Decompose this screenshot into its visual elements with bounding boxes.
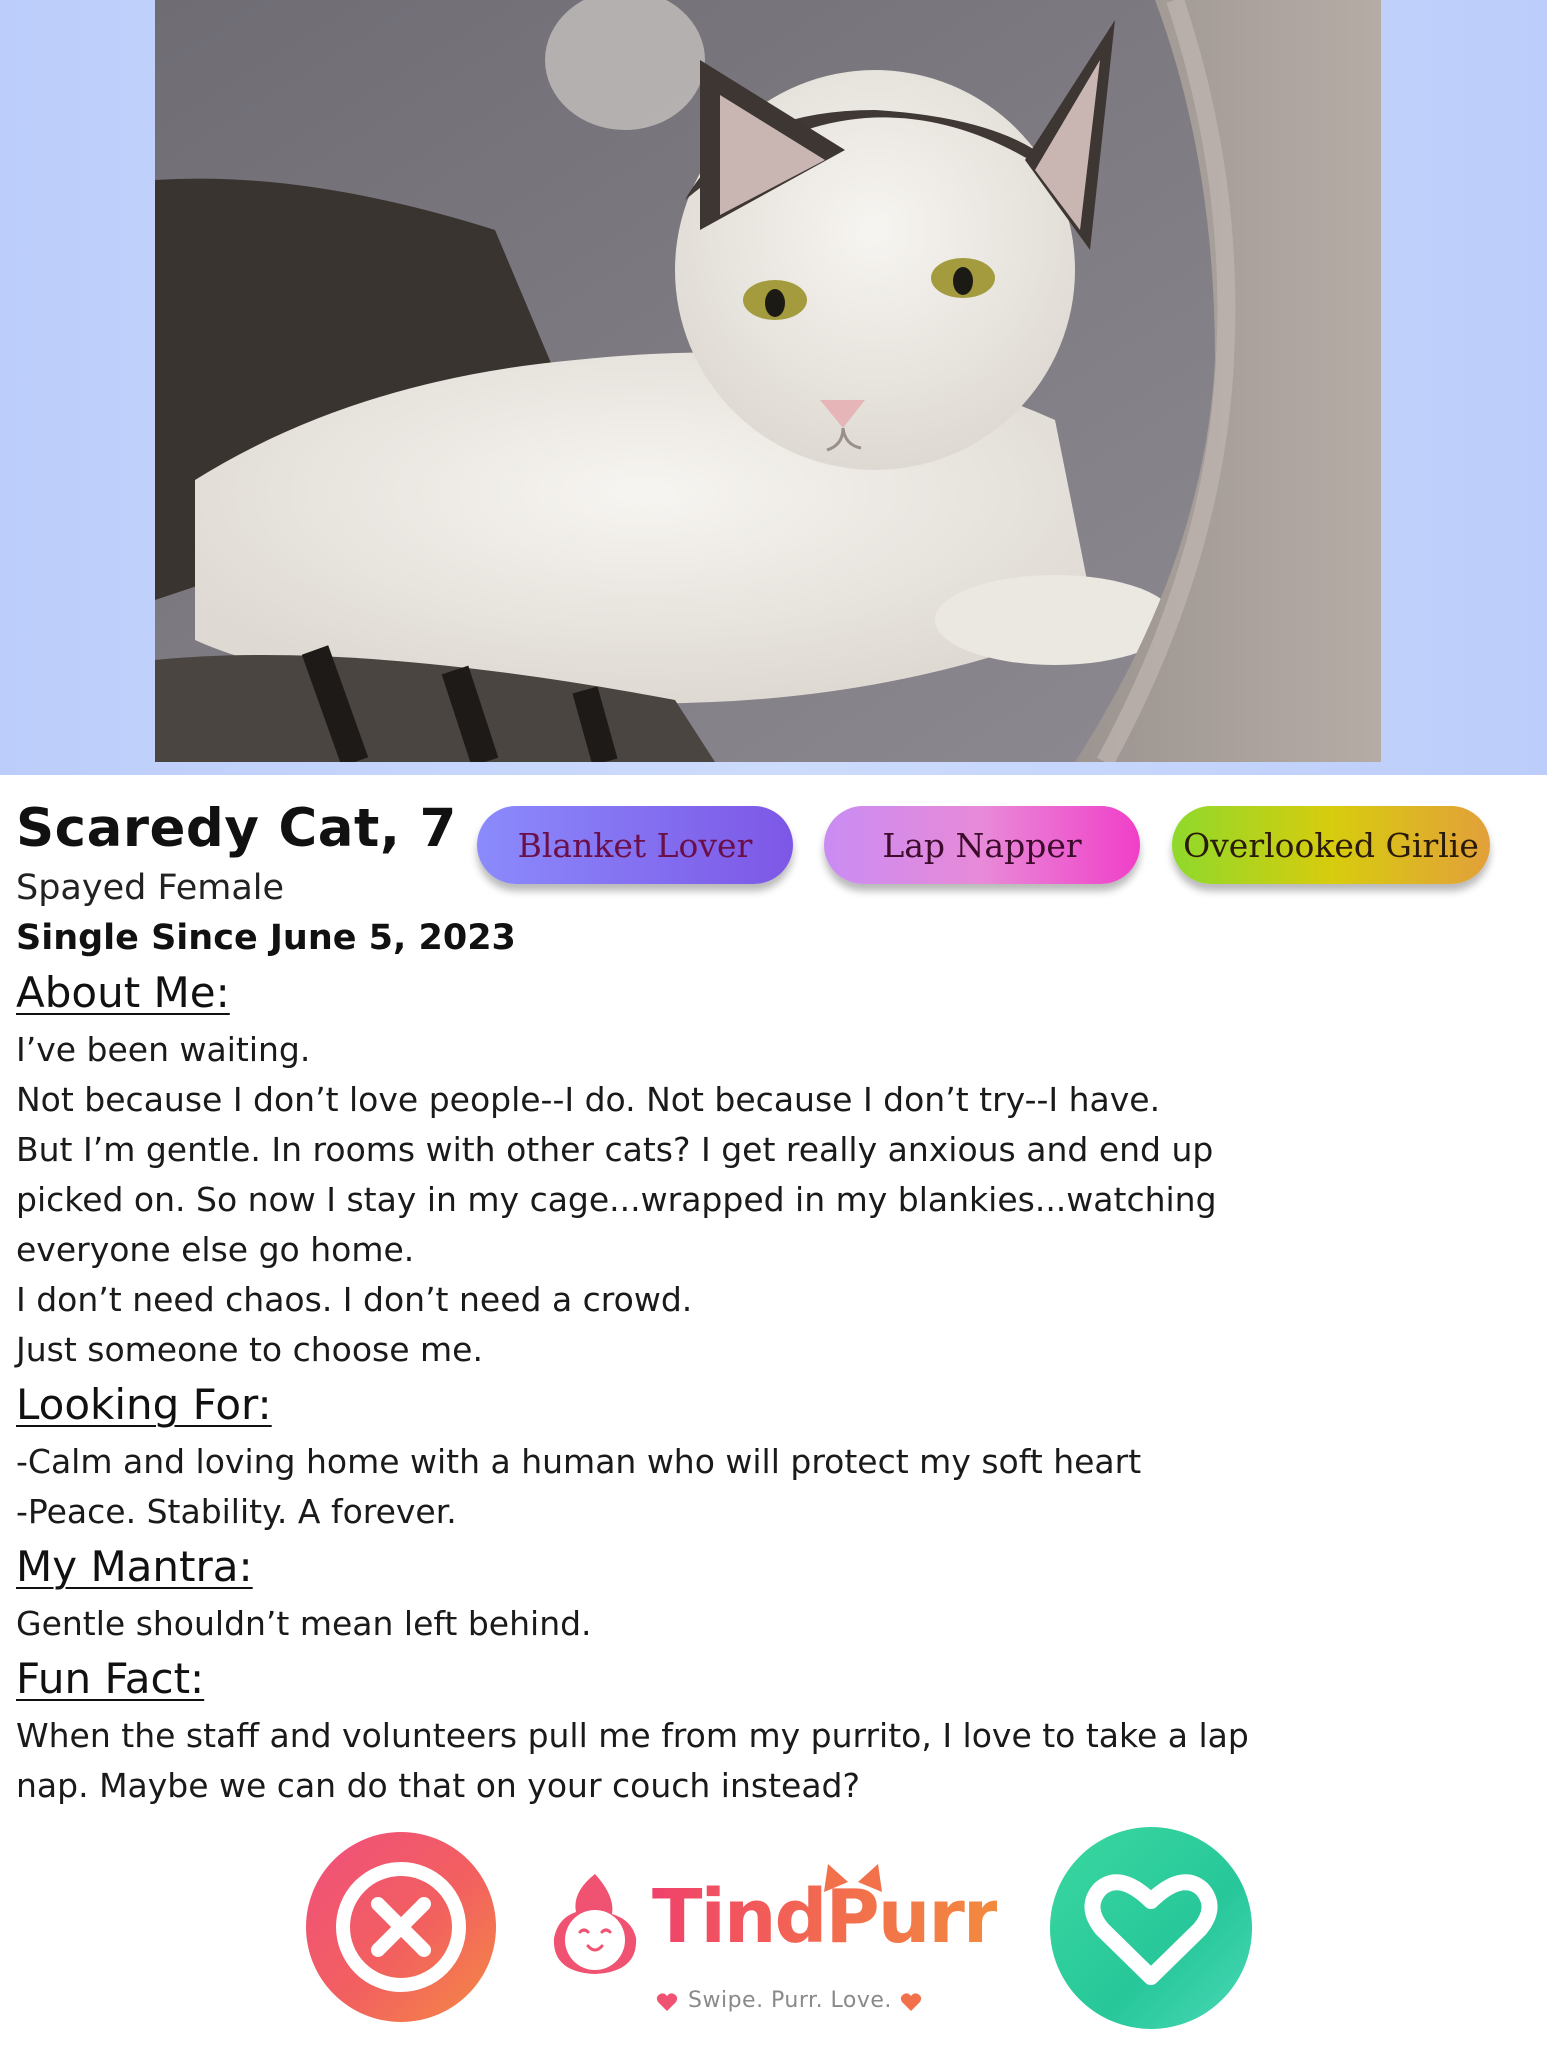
looking-for-line: -Peace. Stability. A forever. bbox=[16, 1492, 457, 1531]
cat-photo bbox=[155, 0, 1381, 762]
about-line: But I’m gentle. In rooms with other cats? I get really anxious and end up bbox=[16, 1130, 1214, 1169]
heart-small-icon bbox=[900, 1992, 922, 2012]
reject-button[interactable] bbox=[306, 1832, 496, 2022]
fun-fact-line: nap. Maybe we can do that on your couch instead? bbox=[16, 1766, 860, 1805]
close-icon bbox=[306, 1832, 496, 2022]
heart-icon bbox=[1050, 1827, 1252, 2029]
profile-name: Scaredy Cat, 7 bbox=[16, 798, 457, 859]
mantra-heading: My Mantra: bbox=[16, 1542, 253, 1591]
flame-cat-icon bbox=[540, 1868, 650, 1978]
about-heading: About Me: bbox=[16, 968, 230, 1017]
fun-fact-heading: Fun Fact: bbox=[16, 1654, 205, 1703]
about-line: I don’t need chaos. I don’t need a crowd. bbox=[16, 1280, 693, 1319]
like-button[interactable] bbox=[1050, 1827, 1252, 2029]
tag-overlooked-girlie: Overlooked Girlie bbox=[1172, 806, 1490, 884]
brand-name: TindPurr bbox=[652, 1874, 998, 1960]
about-line: Just someone to choose me. bbox=[16, 1330, 483, 1369]
looking-for-heading: Looking For: bbox=[16, 1380, 272, 1429]
tag-blanket-lover: Blanket Lover bbox=[477, 806, 793, 884]
heart-small-icon bbox=[656, 1992, 678, 2012]
looking-for-line: -Calm and loving home with a human who will protect my soft heart bbox=[16, 1442, 1142, 1481]
profile-sex: Spayed Female bbox=[16, 868, 285, 908]
about-line: everyone else go home. bbox=[16, 1230, 415, 1269]
brand-tagline: Swipe. Purr. Love. bbox=[688, 1988, 892, 2013]
about-line: I’ve been waiting. bbox=[16, 1030, 311, 1069]
fun-fact-line: When the staff and volunteers pull me from my purrito, I love to take a lap bbox=[16, 1716, 1249, 1755]
tag-lap-napper: Lap Napper bbox=[824, 806, 1140, 884]
brand-logo bbox=[540, 1860, 1020, 2030]
about-line: picked on. So now I stay in my cage...wrapped in my blankies...watching bbox=[16, 1180, 1217, 1219]
mantra-line: Gentle shouldn’t mean left behind. bbox=[16, 1604, 592, 1643]
about-line: Not because I don’t love people--I do. Not because I don’t try--I have. bbox=[16, 1080, 1161, 1119]
profile-single-since: Single Since June 5, 2023 bbox=[16, 918, 516, 958]
